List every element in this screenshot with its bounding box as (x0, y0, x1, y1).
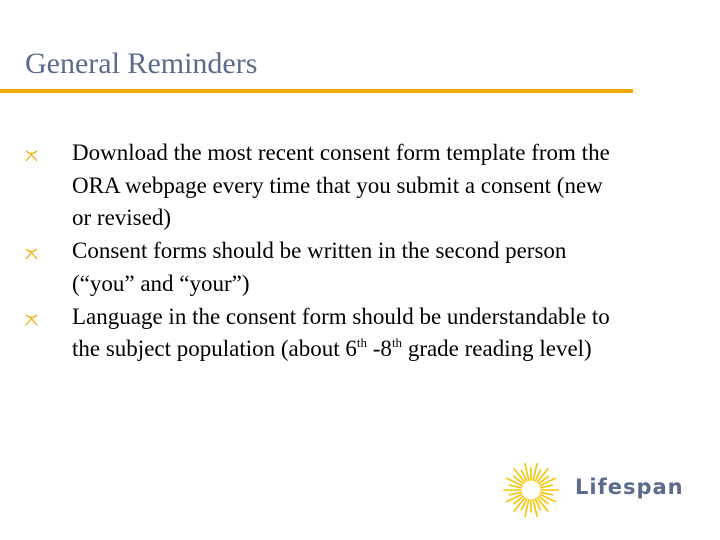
title-underline (0, 89, 633, 93)
lifespan-logo (503, 462, 683, 518)
bullet-text (72, 304, 610, 362)
ordinal-suffix: th (391, 335, 403, 351)
bullet-icon (25, 248, 38, 260)
ordinal-suffix: th (356, 335, 368, 351)
bullet-text-part: Language in the consent form should be understandable to the subject population (about 6 (72, 303, 610, 362)
sun-ray (541, 485, 553, 488)
bullet-item (25, 235, 625, 300)
sun-ray (510, 485, 522, 488)
bullet-icon (25, 314, 38, 326)
slide-title: General Reminders (25, 47, 258, 80)
bullet-item (25, 301, 625, 366)
bullet-text: Consent forms should be written in the second person (“you” and “your”) (72, 238, 567, 296)
bullet-text: Download the most recent consent form template from the ORA webpage every time that you submit a consent (new or revised) (72, 140, 610, 231)
bullet-icon (25, 150, 38, 162)
bullet-item (25, 137, 625, 235)
bullet-text-part: grade reading level) (402, 336, 592, 362)
logo-text: Lifespan (575, 475, 684, 499)
bullet-text-part: -8 (367, 336, 392, 362)
sunburst-icon (503, 462, 559, 518)
bullet-list (25, 137, 625, 366)
sun-ray (541, 492, 553, 495)
sun-ray (510, 492, 522, 495)
